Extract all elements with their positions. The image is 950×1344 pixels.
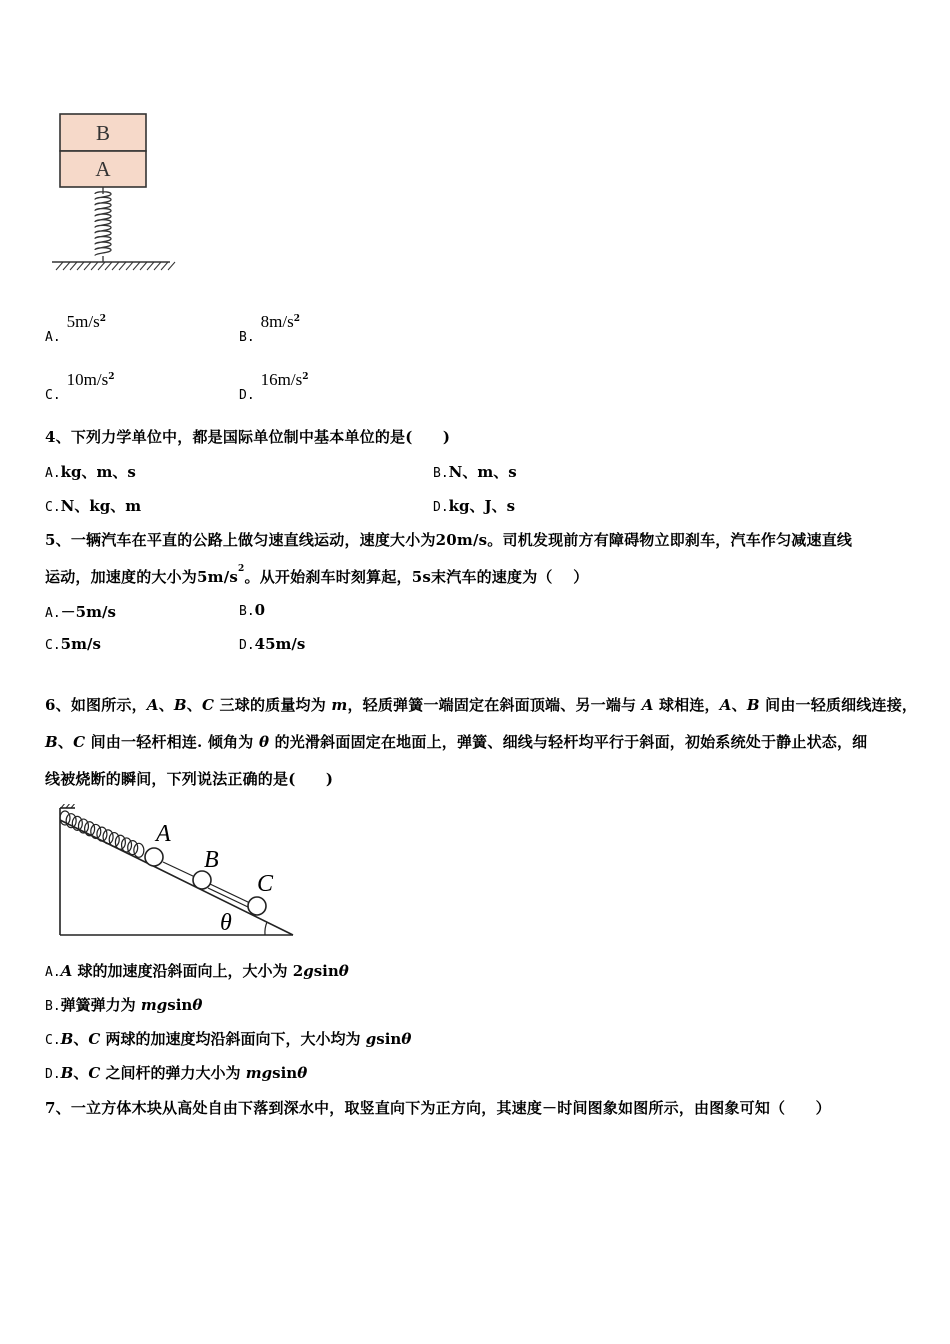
q4-option-c[interactable] xyxy=(45,495,141,516)
spring-block-figure xyxy=(48,110,178,275)
block-b-label: B xyxy=(95,121,111,145)
q7-stem: 7、一立方体木块从高处自由下落到深水中，取竖直向下为正方向，其速度－时间图象如图所示，由图象可知（ ） xyxy=(45,1099,831,1117)
option-letter: C. xyxy=(45,500,61,515)
ball-a xyxy=(145,848,163,866)
q4-option-d[interactable] xyxy=(433,495,515,516)
option-text: N、kg、m xyxy=(60,497,142,515)
q5-exp: 2 xyxy=(238,564,245,574)
option-value: 8m/s xyxy=(260,312,294,331)
q6-option-b[interactable]: B.弹簧弹力为 mgsinθ xyxy=(45,996,203,1014)
block-a-label: A xyxy=(95,157,111,181)
spring xyxy=(95,187,111,262)
q5-text: 。从开始刹车时刻算起，5s末汽车的速度为（ ） xyxy=(244,568,589,586)
q6-stem-line2: B、C 间由一轻杆相连. 倾角为 θ 的光滑斜面固定在地面上，弹簧、细线与轻杆均平行于斜面，初始系统处于静止状态，细 xyxy=(45,733,868,751)
q4-option-b[interactable] xyxy=(433,461,517,482)
option-text: 5m/s xyxy=(60,635,101,653)
option-letter: D. xyxy=(239,388,255,403)
q3-option-b[interactable] xyxy=(239,312,300,345)
q6-option-c[interactable]: C.B、C 两球的加速度均沿斜面向下，大小均为 gsinθ xyxy=(45,1030,412,1048)
option-letter: B. xyxy=(433,466,449,481)
option-text: kg、m、s xyxy=(60,463,136,481)
option-letter: A. xyxy=(45,466,61,481)
q5-option-d[interactable] xyxy=(239,635,305,653)
option-letter: B. xyxy=(239,604,255,619)
q5-option-a[interactable] xyxy=(45,601,116,622)
ball-c xyxy=(248,897,266,915)
q6-stem-line1: 6、如图所示，A、B、C 三球的质量均为 m，轻质弹簧一端固定在斜面顶端、另一端与 A 球相连，A、B 间由一轻质细线连接， xyxy=(45,696,918,714)
option-exp: 2 xyxy=(293,314,300,324)
ball-b xyxy=(193,871,211,889)
option-text: －5m/s xyxy=(60,603,116,621)
q5-stem-line1: 5、一辆汽车在平直的公路上做匀速直线运动，速度大小为20m/s。司机发现前方有障碍物立即刹车，汽车作匀减速直线 xyxy=(45,531,853,549)
option-letter: D. xyxy=(433,500,449,515)
q6-option-a[interactable]: A.A 球的加速度沿斜面向上，大小为 2gsinθ xyxy=(45,962,349,980)
option-letter: B. xyxy=(45,999,61,1014)
q4-option-a[interactable] xyxy=(45,461,136,482)
option-exp: 2 xyxy=(108,372,115,382)
q3-option-a[interactable] xyxy=(45,312,106,345)
q6-stem-line3: 线被烧断的瞬间，下列说法正确的是( ) xyxy=(45,770,334,788)
option-letter: B. xyxy=(239,330,255,345)
option-text: 45m/s xyxy=(254,635,306,653)
q5-option-c[interactable] xyxy=(45,635,101,653)
option-exp: 2 xyxy=(302,372,309,382)
label-c: C xyxy=(257,871,274,897)
incline-figure xyxy=(55,804,300,940)
option-letter: A. xyxy=(45,965,61,980)
label-theta: θ xyxy=(220,910,232,936)
option-text: 0 xyxy=(254,601,266,619)
option-text: kg、J、s xyxy=(448,497,516,515)
q5-stem-line2 xyxy=(45,566,588,587)
option-letter: D. xyxy=(45,1067,61,1082)
option-value: 10m/s xyxy=(66,370,109,389)
option-letter: D. xyxy=(239,638,255,653)
option-exp: 2 xyxy=(99,314,106,324)
q6-option-d[interactable]: D.B、C 之间杆的弹力大小为 mgsinθ xyxy=(45,1064,308,1082)
option-value: 16m/s xyxy=(260,370,303,389)
q5-text: 运动，加速度的大小为5m/s xyxy=(45,568,239,586)
option-value: 5m/s xyxy=(66,312,100,331)
option-letter: A. xyxy=(45,330,61,345)
option-letter: A. xyxy=(45,606,61,621)
option-letter: C. xyxy=(45,1033,61,1048)
q4-stem: 4、下列力学单位中，都是国际单位制中基本单位的是( ) xyxy=(45,428,451,446)
label-b: B xyxy=(204,847,219,873)
option-letter: C. xyxy=(45,638,61,653)
q5-option-b[interactable] xyxy=(239,601,265,619)
option-letter: C. xyxy=(45,388,61,403)
option-text: N、m、s xyxy=(448,463,517,481)
label-a: A xyxy=(156,821,171,847)
q3-option-d[interactable] xyxy=(239,370,309,403)
q3-option-c[interactable] xyxy=(45,370,115,403)
